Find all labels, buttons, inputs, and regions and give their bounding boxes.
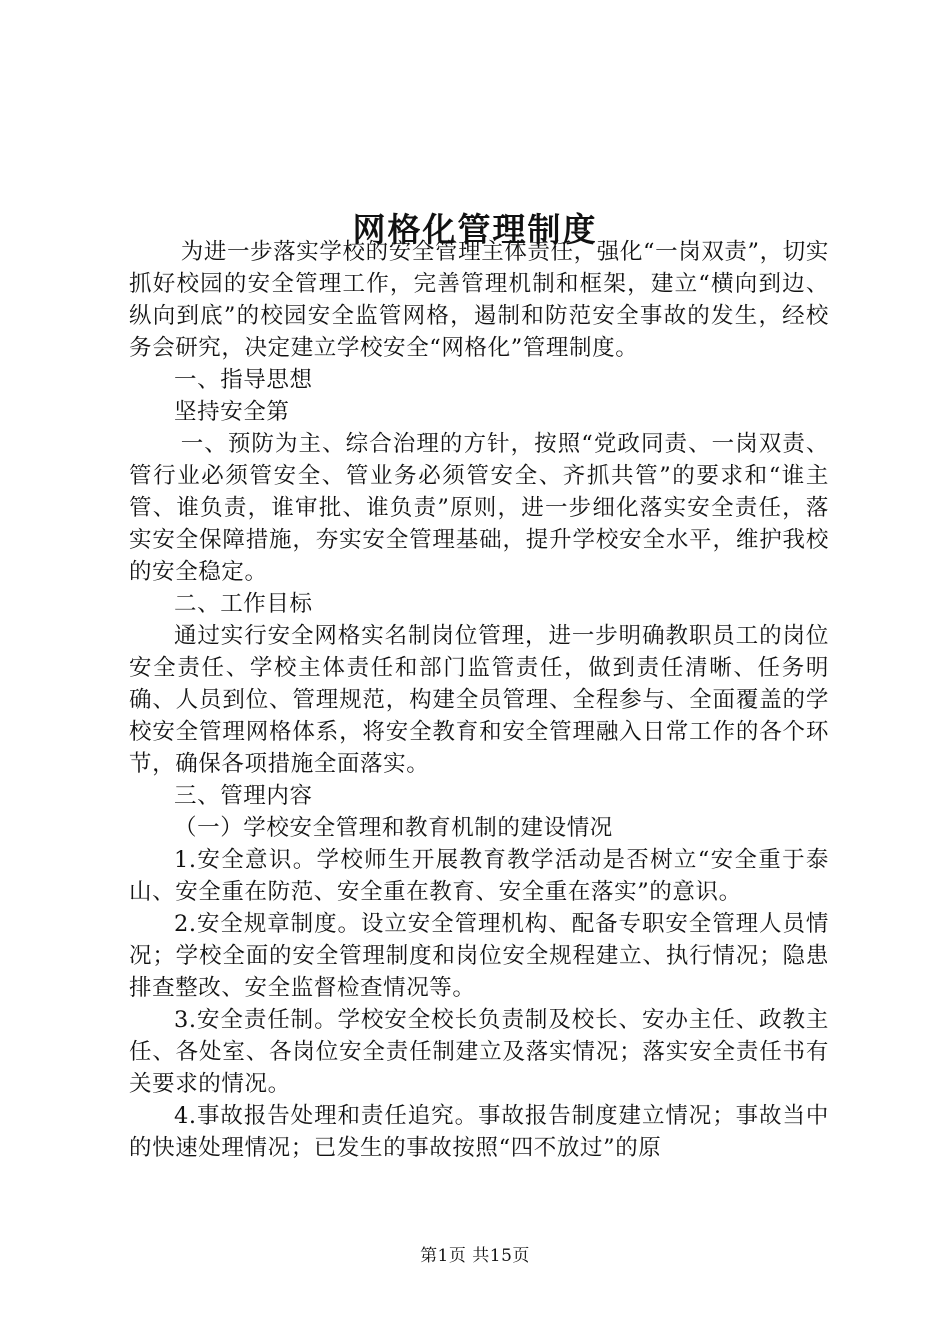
item-safety-awareness: 1.安全意识。学校师生开展教育教学活动是否树立“安全重于泰山、安全重在防范、安全重在教育、安全重在落实”的意识。 [129, 847, 829, 905]
subsection-heading-mechanism: （一）学校安全管理和教育机制的建设情况 [174, 815, 613, 841]
paragraph-work-goals: 通过实行安全网格实名制岗位管理，进一步明确教职员工的岗位安全责任、学校主体责任和部门监管责任，做到责任清晰、任务明确、人员到位、管理规范，构建全员管理、全程参与、全面覆盖的学校安全管理网格体系，将安全教育和安全管理融入日常工作的各个环节，确保各项措施全面落实。 [129, 623, 829, 777]
section-heading-guiding-thought: 一、指导思想 [174, 367, 313, 393]
item-safety-regulations: 2.安全规章制度。设立安全管理机构、配备专职安全管理人员情况；学校全面的安全管理制度和岗位安全规程建立、执行情况；隐患排查整改、安全监督检查情况等。 [129, 911, 829, 1001]
section-heading-work-goals: 二、工作目标 [174, 591, 313, 617]
item-accident-reporting: 4.事故报告处理和责任追究。事故报告制度建立情况；事故当中的快速处理情况；已发生的事故按照“四不放过”的原 [129, 1103, 829, 1161]
paragraph-adhere-safety: 坚持安全第 [174, 399, 290, 425]
item-safety-responsibility: 3.安全责任制。学校安全校长负责制及校长、安办主任、政教主任、各处室、各岗位安全责任制建立及落实情况；落实安全责任书有关要求的情况。 [129, 1007, 829, 1097]
intro-paragraph: 为进一步落实学校的安全管理主体责任，强化“一岗双责”，切实抓好校园的安全管理工作，完善管理机制和框架，建立“横向到边、纵向到底”的校园安全监管网格，遏制和防范安全事故的发生，经校务会研究，决定建立学校安全“网格化”管理制度。 [129, 239, 829, 361]
page-number-footer: 第1页 共15页 [420, 1246, 530, 1266]
paragraph-prevention-policy: 一、预防为主、综合治理的方针，按照“党政同责、一岗双责、管行业必须管安全、管业务必须管安全、齐抓共管”的要求和“谁主管、谁负责，谁审批、谁负责”原则，进一步细化落实安全责任，落实安全保障措施，夯实安全管理基础，提升学校安全水平，维护我校的安全稳定。 [129, 431, 829, 585]
document-title: 网格化管理制度 [352, 210, 598, 250]
section-heading-management-content: 三、管理内容 [174, 783, 313, 809]
document-body [129, 236, 829, 1164]
